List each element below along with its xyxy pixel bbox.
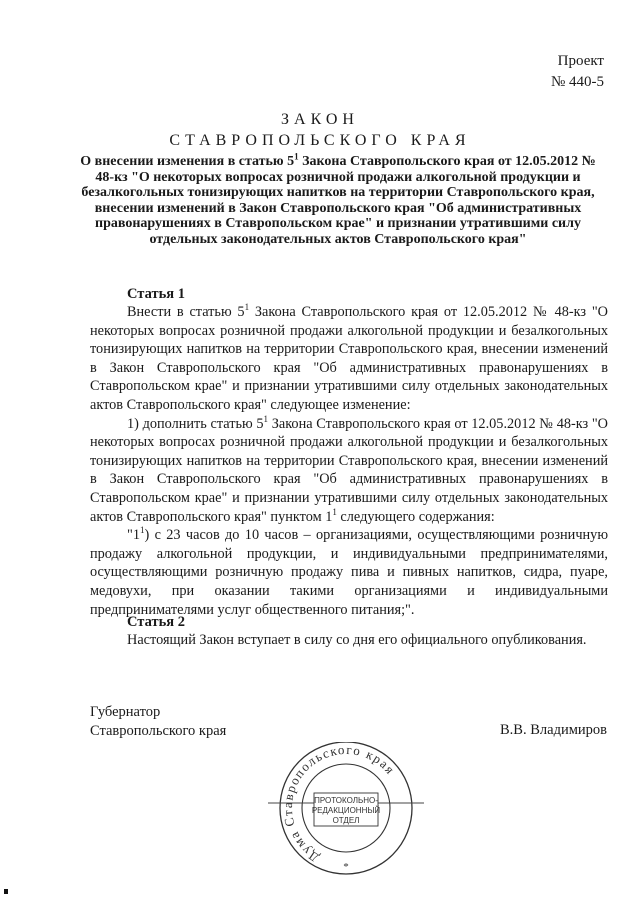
stamp-inner-line1: ПРОТОКОЛЬНО- bbox=[314, 796, 378, 805]
stamp-inner-line2: РЕДАКЦИОННЫЙ bbox=[311, 806, 381, 815]
stamp-ring-text: Дума Ставропольского края bbox=[279, 742, 399, 866]
article-2-body bbox=[90, 631, 608, 650]
article-1-p2-superscript: 1 bbox=[263, 413, 269, 424]
project-label: Проект bbox=[557, 53, 604, 69]
article-1-p2-part-b: Закона Ставропольского края от 12.05.2012 № 48-кз "О некоторых вопросах розничной продажи алкогольной продукции и безалкогольных тонизирующих напитков на территории Ставропольского края, внесении изменений в Закон Ставропольского края "Об административных правонарушениях в Ставропольском крае" и признании утратившими силу отдельных законодательных актов Ставропольского края" пунктом 1 bbox=[90, 415, 608, 525]
article-1-p2-part-a: 1) дополнить статью 5 bbox=[127, 415, 264, 432]
project-label-block bbox=[551, 51, 604, 93]
governor-title-line2: Ставропольского края bbox=[90, 722, 227, 739]
project-number: № 440-5 bbox=[550, 74, 604, 90]
article-1-paragraph-2 bbox=[90, 415, 608, 527]
article-1-p1-part-a: Внести в статью 5 bbox=[127, 304, 245, 320]
article-1-p2-part-c: следующего содержания: bbox=[336, 508, 495, 525]
law-subtitle-part-b: Закона Ставропольского края от 12.05.2012 № 48-кз "О некоторых вопросах розничной продажи алкогольной продукции и безалкогольных тонизирующих напитков на территории Ставропольского края, внесении изменений в Закон Ставропольского края "Об административных правонарушениях в Ставропольском крае" и признании утратившими силу отдельных законодательных актов Ставропольского края" bbox=[81, 154, 596, 247]
article-1-paragraph-1 bbox=[90, 303, 608, 415]
article-1-p1-part-b: Закона Ставропольского края от 12.05.2012 № 48-кз "О некоторых вопросах розничной продажи алкогольной продукции и безалкогольных тонизирующих напитков на территории Ставропольского края, внесении изменений в Закон Ставропольского края "Об административных правонарушениях в Ставропольском крае" и признании утратившими силу отдельных законодательных актов Ставропольского края" следующее изменение: bbox=[90, 304, 608, 413]
law-title bbox=[0, 109, 640, 151]
duma-seal-stamp bbox=[268, 742, 424, 882]
stamp-star-icon: * bbox=[343, 861, 349, 873]
governor-title-line1: Губернатор bbox=[90, 704, 161, 720]
article-1-p3-superscript: 1 bbox=[140, 525, 145, 536]
law-subtitle-superscript: 1 bbox=[294, 151, 299, 162]
article-2-paragraph-1: Настоящий Закон вступает в силу со дня его официального опубликования. bbox=[127, 632, 587, 648]
article-1-p1-superscript: 1 bbox=[244, 302, 250, 313]
law-title-line2: СТАВРОПОЛЬСКОГО КРАЯ bbox=[169, 132, 471, 149]
governor-name: В.В. Владимиров bbox=[500, 722, 607, 738]
law-subtitle-part-a: О внесении изменения в статью 5 bbox=[80, 154, 295, 169]
article-2-heading: Статья 2 bbox=[127, 614, 185, 630]
article-1-body bbox=[90, 303, 608, 619]
stamp-inner-line3: ОТДЕЛ bbox=[332, 816, 360, 825]
law-title-line1: ЗАКОН bbox=[281, 111, 359, 128]
governor-title bbox=[90, 703, 226, 740]
article-1-p3-part-a: "1 bbox=[127, 527, 140, 544]
article-1-heading: Статья 1 bbox=[127, 286, 185, 302]
article-1-p3-part-b: ) с 23 часов до 10 часов – организациями, осуществляющими розничную продажу алкогольной продукции, и индивидуальными предпринимателями, осуществляющими розничную продажу пива и пивных напитков, сидра, пуаре, медовухи, при оказании такими организациями и индивидуальными предпринимателями услуг общественного питания;". bbox=[90, 527, 608, 618]
article-1-p2-superscript-2: 1 bbox=[332, 506, 337, 517]
law-subtitle bbox=[70, 151, 606, 248]
scan-mark bbox=[4, 889, 8, 894]
article-1-paragraph-3 bbox=[90, 526, 608, 619]
